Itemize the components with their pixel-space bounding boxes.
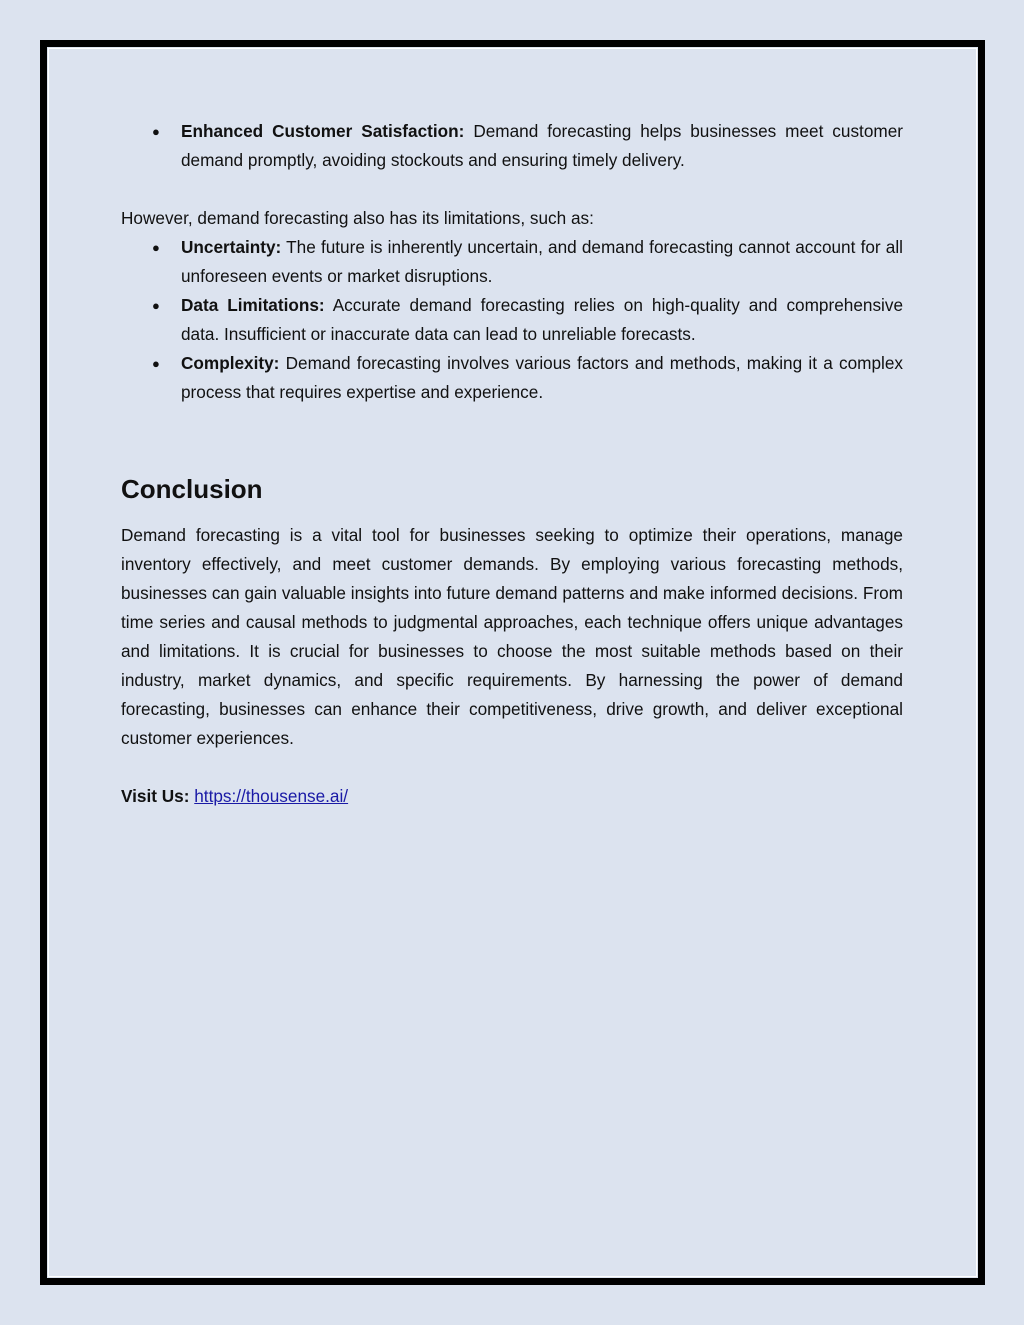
visit-us-label: Visit Us: [121,786,190,806]
benefits-list [121,117,903,175]
website-link[interactable]: https://thousense.ai/ [194,786,349,806]
limitations-list [121,233,903,407]
list-item [121,233,903,291]
bullet-text: The future is inherently uncertain, and demand forecasting cannot account for all unforeseen events or market disruptions. [181,237,903,286]
bullet-text: Demand forecasting helps businesses meet customer demand promptly, avoiding stockouts and ensuring timely delivery. [181,121,903,170]
visit-us-line [121,782,903,811]
bullet-term: Complexity: [181,353,280,373]
list-item [121,349,903,407]
bullet-text: Demand forecasting involves various factors and methods, making it a complex process that requires expertise and experience. [181,353,903,402]
bullet-term: Data Limitations: [181,295,325,315]
limitations-intro: However, demand forecasting also has its limitations, such as: [121,208,594,228]
bullet-icon: ● [152,298,160,313]
bullet-term: Enhanced Customer Satisfaction: [181,121,465,141]
bullet-icon: ● [152,240,160,255]
bullet-term: Uncertainty: [181,237,282,257]
bullet-icon: ● [152,124,160,139]
conclusion-body: Demand forecasting is a vital tool for businesses seeking to optimize their operations, manage inventory effectively, and meet customer demands. By employing various forecasting methods, businesses can gain valuable insights into future demand patterns and make informed decisions. From time series and causal methods to judgmental approaches, each technique offers unique advantages and limitations. It is crucial for businesses to choose the most suitable methods based on their industry, market dynamics, and specific requirements. By harnessing the power of demand forecasting, businesses can enhance their competitiveness, drive growth, and deliver exceptional customer experiences. [121,525,903,748]
bullet-icon: ● [152,356,160,371]
conclusion-heading: Conclusion [121,474,263,504]
document-content [121,117,903,811]
list-item [121,117,903,175]
bullet-text: Accurate demand forecasting relies on high-quality and comprehensive data. Insufficient or inaccurate data can lead to unreliable forecasts. [181,295,904,344]
list-item [121,291,903,349]
